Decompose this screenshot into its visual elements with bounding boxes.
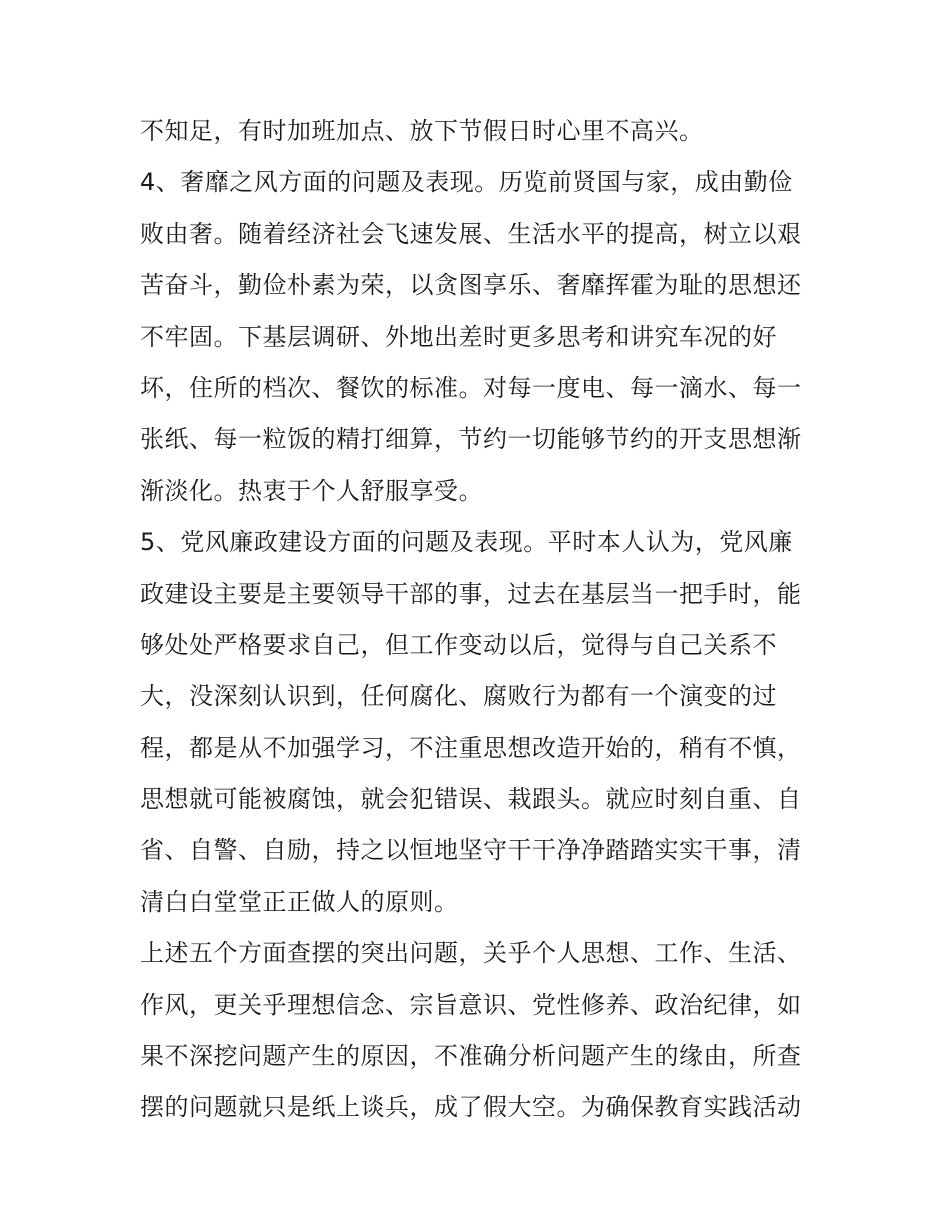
body-text [140,106,820,1134]
text-line: 不知足，有时加班加点、放下节假日时心里不高兴。 [140,117,704,145]
text-line: 苦奋斗，勤俭朴素为荣，以贪图享乐、奢靡挥霍为耻的思想还 [140,271,802,300]
text-line: 清白白堂堂正正做人的原则。 [140,887,459,916]
text-line: 摆的问题就只是纸上谈兵，成了假大空。为确保教育实践活动 [140,1093,802,1122]
text-line: 够处处严格要求自己，但工作变动以后，觉得与自己关系不 [140,630,777,659]
text-line: 省、自警、自励，持之以恒地坚守干干净净踏踏实实干事，清 [140,836,802,865]
text-line: 思想就可能被腐蚀，就会犯错误、栽跟头。就应时刻自重、自 [140,785,802,814]
text-line: 张纸、每一粒饭的精打细算，节约一切能够节约的开支思想渐 [140,425,802,454]
text-line: 败由奢。随着经济社会飞速发展、生活水平的提高，树立以艰 [140,219,802,248]
text-line: 大，没深刻认识到，任何腐化、腐败行为都有一个演变的过 [140,682,777,711]
text-line: 上述五个方面查摆的突出问题，关乎个人思想、工作、生活、 [140,939,802,968]
text-line: 程，都是从不加强学习，不注重思想改造开始的，稍有不慎， [140,733,802,762]
text-line: 不牢固。下基层调研、外地出差时更多思考和讲究车况的好 [140,322,777,351]
text-line: 4、奢靡之风方面的问题及表现。历览前贤国与家，成由勤俭 [140,168,793,197]
text-line: 作风，更关乎理想信念、宗旨意识、党性修养、政治纪律，如 [140,990,802,1019]
text-line: 政建设主要是主要领导干部的事，过去在基层当一把手时，能 [140,579,802,608]
text-line: 渐淡化。热衷于个人舒服享受。 [140,476,483,505]
text-line: 果不深挖问题产生的原因，不准确分析问题产生的缘由，所查 [140,1042,802,1071]
text-line: 5、党风廉政建设方面的问题及表现。平时本人认为，党风廉 [140,528,793,557]
text-line: 坏，住所的档次、餐饮的标准。对每一度电、每一滴水、每一 [140,373,802,402]
